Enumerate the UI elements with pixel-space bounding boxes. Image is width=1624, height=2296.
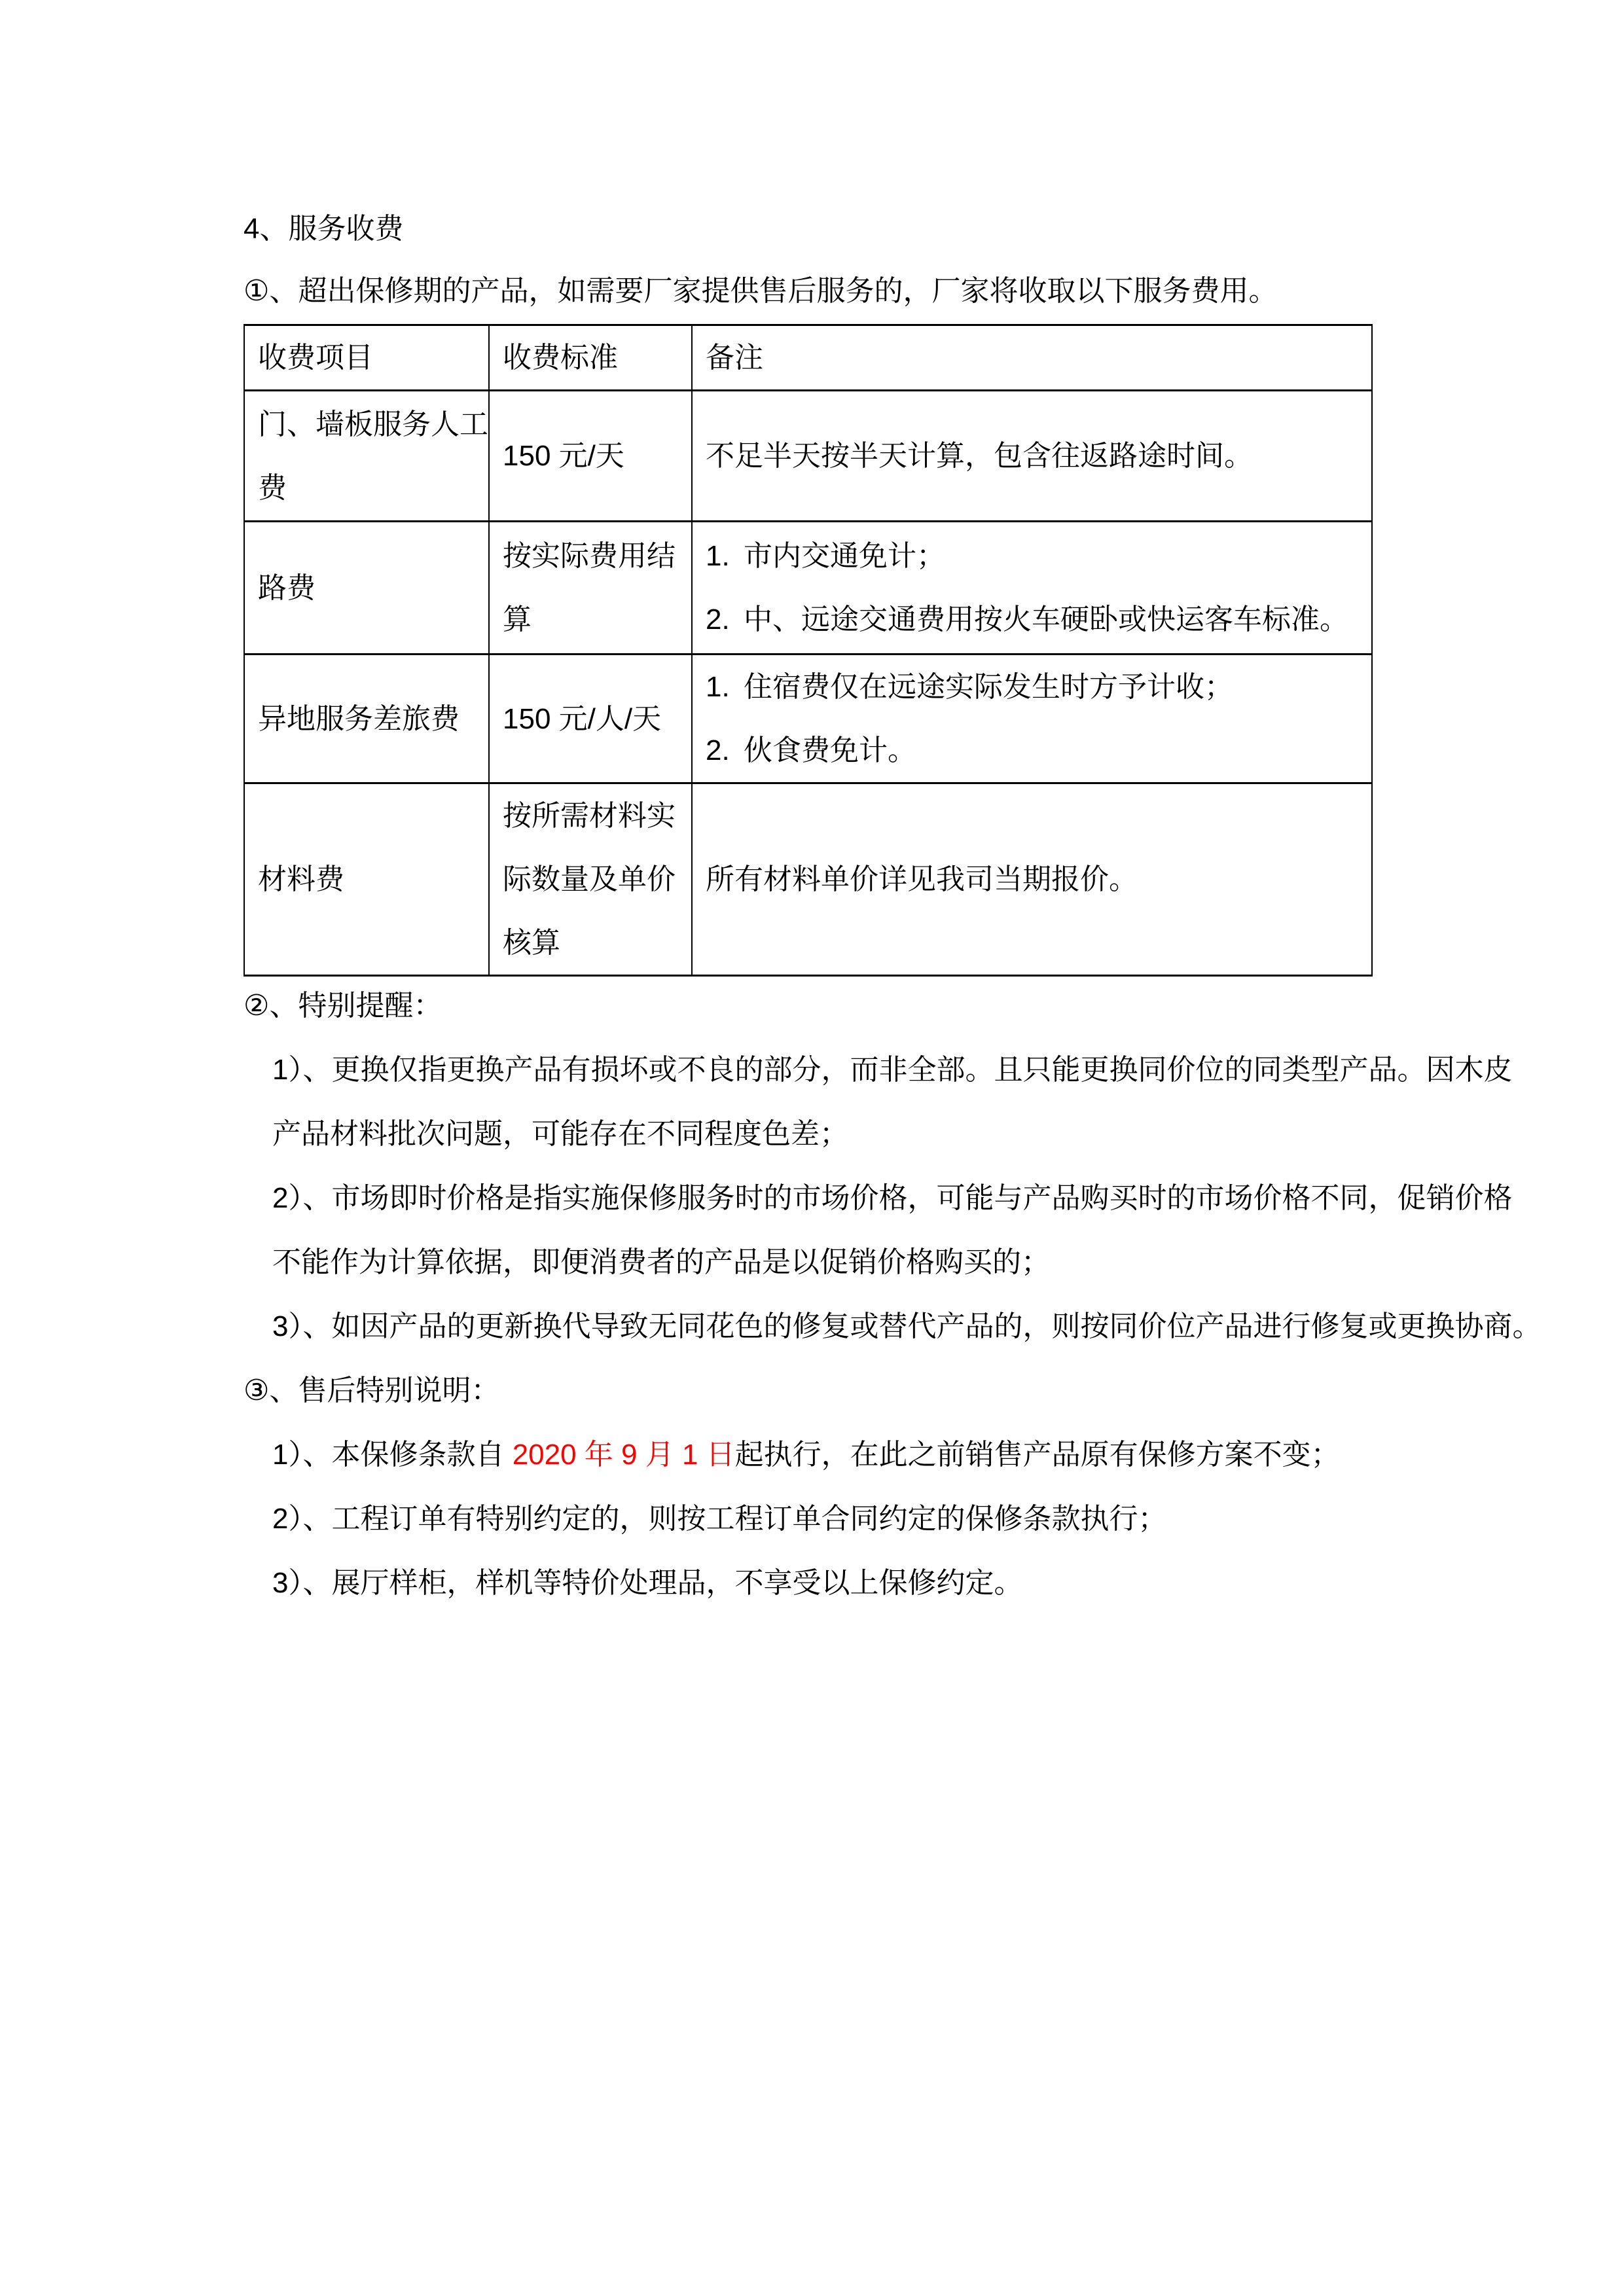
header-label: 备注 [706, 342, 763, 374]
remark-line [706, 655, 1365, 719]
remark-cell [692, 783, 1372, 976]
remark-text: 住宿费仅在远途实际发生时方予计收； [744, 671, 1233, 703]
fee-standard-cell [489, 391, 692, 522]
section3-item-line: 2）、工程订单有特别约定的，则按工程订单合同约定的保修条款执行； [272, 1503, 1167, 1535]
remark-text: 伙食费免计。 [744, 734, 916, 766]
header-cell-fee-item [244, 325, 489, 391]
effective-date-highlight: 2020 年 9 月 1 日 [512, 1439, 735, 1471]
header-cell-fee-standard [489, 325, 692, 391]
section2-title: ②、特别提醒： [244, 990, 442, 1022]
remark-number: 1. [706, 540, 730, 572]
fee-standard-line: 按所需材料实 [503, 800, 676, 832]
fee-item-cell [244, 391, 489, 522]
remark-line [706, 524, 1365, 588]
fee-item-cell [244, 655, 489, 783]
fee-item-cell [244, 522, 489, 655]
item1-prefix: 1）、本保修条款自 [272, 1439, 513, 1471]
remark-line [706, 588, 1365, 651]
fee-standard-line: 算 [503, 603, 532, 636]
header-label: 收费标准 [503, 342, 618, 374]
header-cell-remark [692, 325, 1372, 391]
table-header-row [244, 325, 1372, 391]
fee-standard-line: 150 元/人/天 [503, 702, 662, 735]
fee-standard-cell [489, 522, 692, 655]
section2-item-line: 3）、如因产品的更新换代导致无同花色的修复或替代产品的，则按同价位产品进行修复或更换协商。 [272, 1310, 1542, 1342]
remark-line: 不足半天按半天计算，包含往返路途时间。 [706, 440, 1253, 472]
fee-item-line: 异地服务差旅费 [258, 702, 460, 735]
fee-item-line: 材料费 [258, 863, 344, 895]
item1-suffix: 起执行，在此之前销售产品原有保修方案不变； [734, 1439, 1340, 1471]
table-row-labor-fee [244, 391, 1372, 522]
header-label: 收费项目 [258, 342, 373, 374]
section3-item-line: 3）、展厅样柜，样机等特价处理品，不享受以上保修约定。 [272, 1567, 1023, 1599]
section3-item-line-1 [244, 1423, 1517, 1487]
fee-item-line: 门、墙板服务人工 [258, 408, 488, 440]
fee-standard-cell [489, 783, 692, 976]
remark-cell [692, 522, 1372, 655]
remark-text: 市内交通免计； [744, 540, 945, 572]
remark-number: 1. [706, 671, 730, 703]
section2-item-line: 不能作为计算依据，即便消费者的产品是以促销价格购买的； [272, 1246, 1050, 1278]
section2-item-line: 2）、市场即时价格是指实施保修服务时的市场价格，可能与产品购买时的市场价格不同，促销价格 [272, 1182, 1513, 1214]
fee-standard-line: 际数量及单价 [503, 863, 676, 895]
table-row-offsite-fee [244, 655, 1372, 783]
remark-cell [692, 391, 1372, 522]
fee-standard-line: 按实际费用结 [503, 540, 676, 572]
section-heading: 4、服务收费 [244, 213, 404, 245]
remark-number: 2. [706, 603, 730, 636]
section2-item-line: 1）、更换仅指更换产品有损坏或不良的部分，而非全部。且只能更换同价位的同类型产品。因木皮 [272, 1054, 1513, 1086]
fee-standard-line: 核算 [503, 927, 560, 959]
fee-item-line: 路费 [258, 571, 316, 604]
fee-standard-cell [489, 655, 692, 783]
remark-line [706, 719, 1365, 782]
table-row-travel-fee [244, 522, 1372, 655]
fee-standard-line: 150 元/天 [503, 440, 624, 472]
table-row-material-fee [244, 783, 1372, 976]
fee-table [244, 324, 1373, 977]
remark-line: 所有材料单价详见我司当期报价。 [706, 863, 1138, 895]
fee-item-cell [244, 783, 489, 976]
remark-cell [692, 655, 1372, 783]
section3-title: ③、售后特别说明： [244, 1374, 500, 1407]
remark-number: 2. [706, 734, 730, 766]
notes-sections [244, 974, 1542, 1615]
remark-text: 中、远途交通费用按火车硬卧或快运客车标准。 [744, 603, 1348, 636]
section2-item-line: 产品材料批次问题，可能存在不同程度色差； [272, 1118, 848, 1150]
fee-item-line: 费 [258, 471, 287, 504]
intro-paragraph: ①、超出保修期的产品，如需要厂家提供售后服务的，厂家将收取以下服务费用。 [244, 275, 1278, 307]
